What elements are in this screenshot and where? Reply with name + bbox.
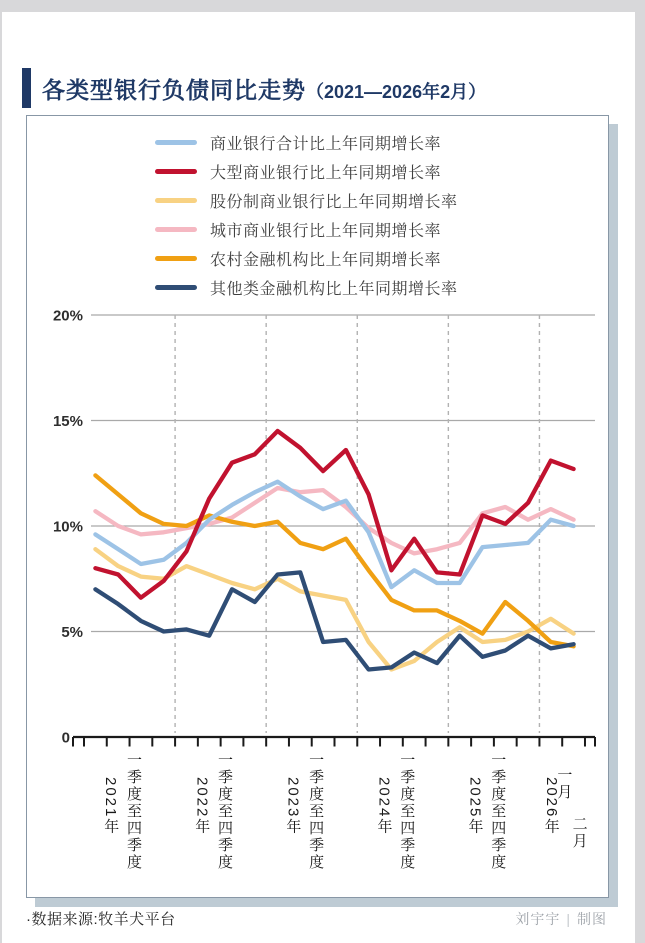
chart-title-block	[22, 68, 486, 108]
x-year-label-2021年: 2021年	[102, 777, 120, 836]
credit-text	[515, 909, 607, 929]
legend-label: 农村金融机构比上年同期增长率	[210, 252, 442, 269]
x-month-label-jan: 一月	[555, 767, 573, 801]
x-month-label-feb: 二月	[570, 816, 588, 850]
x-quarters-label-2024年: 一季度至四季度	[398, 752, 416, 871]
legend-label: 城市商业银行比上年同期增长率	[210, 223, 442, 240]
page-title-text: 各类型银行负债同比走势	[42, 76, 306, 103]
legend-label: 商业银行合计比上年同期增长率	[210, 136, 442, 153]
x-year-label-2024年: 2024年	[375, 777, 393, 836]
series-line-5	[95, 572, 573, 669]
credit-role: 制图	[577, 911, 607, 927]
y-tick-label-5: 5%	[61, 624, 83, 641]
legend-swatch-icon	[155, 169, 197, 174]
legend-label: 大型商业银行比上年同期增长率	[210, 165, 442, 182]
legend-item-5	[155, 277, 458, 298]
footer	[26, 908, 607, 929]
legend-item-2	[155, 190, 458, 211]
legend-label: 股份制商业银行比上年同期增长率	[210, 194, 458, 211]
y-tick-label-15: 15%	[52, 413, 83, 430]
legend-item-3	[155, 219, 458, 240]
x-year-label-2023年: 2023年	[284, 777, 302, 836]
legend-item-4	[155, 248, 458, 269]
legend-item-0	[155, 132, 458, 153]
x-year-label-2026年: 2026年	[542, 777, 560, 836]
legend-swatch-icon	[155, 140, 197, 145]
x-quarters-label-2023年: 一季度至四季度	[307, 752, 325, 871]
data-source-text: ·数据来源:牧羊犬平台	[26, 911, 176, 928]
legend-item-1	[155, 161, 458, 182]
page-background	[2, 12, 635, 943]
x-quarters-label-2025年: 一季度至四季度	[489, 752, 507, 871]
y-tick-label-10: 10%	[52, 518, 83, 536]
chart-legend	[155, 132, 458, 298]
legend-label: 其他类金融机构比上年同期增长率	[210, 281, 458, 298]
title-accent-bar	[22, 68, 31, 108]
page-title-period: （2021—2026年2月）	[306, 81, 487, 102]
legend-swatch-icon	[155, 227, 197, 232]
credit-name: 刘宇宇	[515, 911, 561, 927]
legend-swatch-icon	[155, 285, 197, 290]
credit-separator: |	[566, 911, 571, 927]
y-tick-label-20: 20%	[52, 307, 83, 325]
legend-swatch-icon	[155, 256, 197, 261]
x-quarters-label-2022年: 一季度至四季度	[216, 752, 233, 871]
chart-card	[26, 115, 609, 898]
y-tick-label-0: 0	[61, 729, 70, 747]
x-quarters-label-2021年: 一季度至四季度	[125, 752, 142, 871]
page-title	[42, 72, 486, 105]
series-line-1	[95, 431, 573, 598]
x-year-label-2025年: 2025年	[466, 777, 484, 836]
x-year-label-2022年: 2022年	[193, 777, 211, 836]
legend-swatch-icon	[155, 198, 197, 203]
